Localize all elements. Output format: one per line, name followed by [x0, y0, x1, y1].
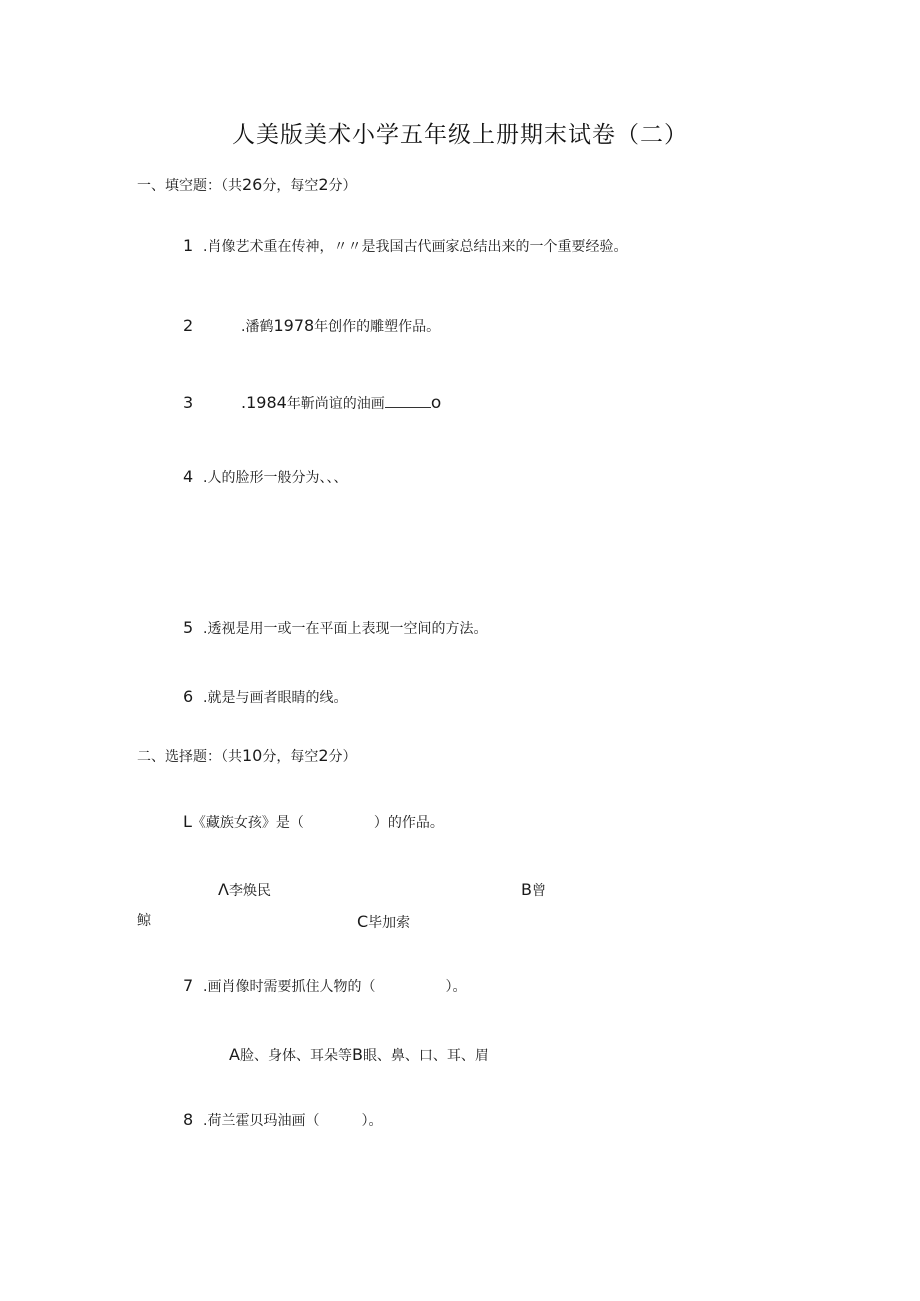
- answer-blank: [385, 395, 431, 408]
- question-text: 年靳尚谊的油画: [286, 396, 385, 412]
- option-letter: B: [521, 880, 532, 899]
- section-per-blank: 2: [318, 746, 329, 765]
- section-suffix: 分）: [328, 178, 357, 194]
- option-letter: A: [229, 1045, 240, 1064]
- section-mid: 分，每空: [262, 178, 319, 194]
- question-text-post: 年创作的雕塑作品。: [314, 319, 441, 335]
- section-points: 26: [242, 175, 263, 194]
- option-text: 脸、身体、耳朵等: [239, 1048, 352, 1064]
- question-text: .画肖像时需要抓住人物的（ ）。: [203, 979, 467, 995]
- section-prefix: 一、填空题：（共: [137, 178, 242, 194]
- section-per-blank: 2: [318, 175, 329, 194]
- question-text: 《藏族女孩》是（ ）的作品。: [191, 815, 444, 831]
- option-letter: B: [351, 1045, 363, 1064]
- question-5: [183, 620, 487, 636]
- question-text: .荷兰霍贝玛油画（ ）。: [203, 1113, 383, 1129]
- question-text: .透视是用一或一在平面上表现一空间的方法。: [203, 621, 488, 637]
- option-text: 李焕民: [228, 883, 271, 899]
- option-b: [521, 882, 546, 898]
- option-row: [229, 1047, 489, 1063]
- question-number: 7: [183, 976, 194, 995]
- question-number: 2: [183, 316, 194, 335]
- question-year: .1984: [241, 393, 287, 412]
- option-a: [218, 882, 271, 898]
- option-text: 毕加索: [368, 915, 411, 931]
- option-b-wrap: 鲸: [137, 913, 151, 929]
- question-number: 3: [183, 393, 194, 412]
- question-number: 4: [183, 467, 194, 486]
- page-title: 人美版美术小学五年级上册期末试卷（二）: [232, 122, 688, 148]
- section-prefix: 二、选择题：（共: [137, 749, 242, 765]
- question-text-pre: .潘鹤: [241, 319, 274, 335]
- question-2: [183, 318, 440, 334]
- question-6: [183, 689, 347, 705]
- option-letter: Λ: [218, 880, 229, 899]
- question-number: L: [183, 812, 192, 831]
- option-c: [357, 914, 410, 930]
- question-4: [183, 469, 347, 485]
- question-number: 5: [183, 618, 194, 637]
- option-text: 眼、鼻、口、耳、眉: [362, 1048, 489, 1064]
- section-heading-fill-in: [137, 177, 357, 193]
- question-year: 1978: [273, 316, 315, 335]
- section-points: 10: [242, 746, 263, 765]
- question-number: 8: [183, 1110, 194, 1129]
- question-text: .就是与画者眼睛的线。: [203, 690, 348, 706]
- question-7: [183, 978, 466, 994]
- section-heading-choice: [137, 748, 357, 764]
- question-number: 6: [183, 687, 194, 706]
- question-text: .人的脸形一般分为、、、: [203, 470, 348, 486]
- question-l: [183, 814, 444, 830]
- question-text: .肖像艺术重在传神，〃〃是我国古代画家总结出来的一个重要经验。: [203, 239, 628, 255]
- option-letter: C: [357, 912, 369, 931]
- question-1: [183, 238, 627, 254]
- question-8: [183, 1112, 382, 1128]
- question-3: [183, 395, 441, 412]
- section-mid: 分，每空: [262, 749, 319, 765]
- question-end-mark: o: [430, 393, 442, 413]
- question-number: 1: [183, 236, 194, 255]
- option-text: 曾: [531, 883, 546, 899]
- section-suffix: 分）: [328, 749, 357, 765]
